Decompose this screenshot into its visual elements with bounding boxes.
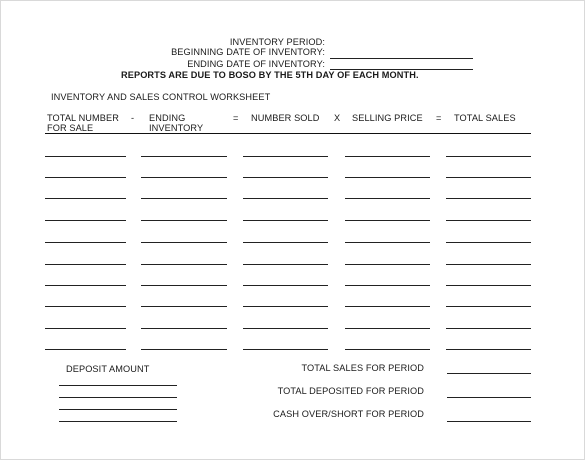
entry-line-r9-c5[interactable] [446,328,531,329]
times-operator: X [334,113,341,123]
entry-line-r6-c4[interactable] [345,264,430,265]
entry-line-r7-c5[interactable] [446,285,531,286]
beginning-date-field[interactable] [330,58,473,59]
entry-line-r7-c4[interactable] [345,285,430,286]
entry-line-r8-c1[interactable] [45,306,126,307]
deposit-line-3[interactable] [59,409,177,410]
entry-line-r3-c2[interactable] [141,198,227,199]
cash-over-short-field[interactable] [447,421,531,422]
col-total-number-line1: TOTAL NUMBER [47,113,119,123]
entry-line-r3-c3[interactable] [243,198,328,199]
equals-operator-1: = [233,113,239,123]
entry-line-r6-c3[interactable] [243,264,328,265]
entry-line-r4-c4[interactable] [345,220,430,221]
deposit-line-2[interactable] [59,397,177,398]
deposit-line-4[interactable] [59,421,177,422]
entry-line-r2-c1[interactable] [45,177,126,178]
entry-line-r3-c4[interactable] [345,198,430,199]
entry-line-r10-c5[interactable] [446,349,531,350]
col-ending-inventory-line1: ENDING [149,113,186,123]
entry-line-r2-c2[interactable] [141,177,227,178]
col-ending-inventory-line2: INVENTORY [149,123,204,133]
beginning-date-label: BEGINNING DATE OF INVENTORY: [171,47,325,57]
entry-line-r4-c2[interactable] [141,220,227,221]
equals-operator-2: = [436,113,442,123]
entry-line-r6-c2[interactable] [141,264,227,265]
deposit-line-1[interactable] [59,385,177,386]
entry-line-r6-c5[interactable] [446,264,531,265]
entry-line-r2-c5[interactable] [446,177,531,178]
entry-line-r1-c4[interactable] [345,156,430,157]
entry-line-r10-c3[interactable] [243,349,328,350]
col-selling-price: SELLING PRICE [352,113,423,123]
ending-date-label: ENDING DATE OF INVENTORY: [187,59,325,69]
deposit-amount-label: DEPOSIT AMOUNT [66,364,150,374]
minus-operator: - [131,113,135,123]
entry-line-r5-c2[interactable] [141,242,227,243]
cash-over-short-label: CASH OVER/SHORT FOR PERIOD [273,409,424,419]
inventory-period-label: INVENTORY PERIOD: [229,37,325,47]
total-deposited-for-period-field[interactable] [447,397,531,398]
header-rule [45,133,531,134]
entry-line-r1-c2[interactable] [141,156,227,157]
entry-line-r8-c5[interactable] [446,306,531,307]
entry-line-r9-c2[interactable] [141,328,227,329]
entry-line-r6-c1[interactable] [45,264,126,265]
entry-line-r8-c4[interactable] [345,306,430,307]
col-total-sales: TOTAL SALES [454,113,516,123]
entry-line-r7-c3[interactable] [243,285,328,286]
entry-line-r10-c1[interactable] [45,349,126,350]
entry-line-r1-c3[interactable] [243,156,328,157]
entry-line-r2-c3[interactable] [243,177,328,178]
entry-line-r5-c1[interactable] [45,242,126,243]
entry-line-r8-c2[interactable] [141,306,227,307]
entry-line-r1-c5[interactable] [446,156,531,157]
entry-line-r5-c4[interactable] [345,242,430,243]
entry-line-r1-c1[interactable] [45,156,126,157]
col-number-sold: NUMBER SOLD [251,113,320,123]
entry-line-r10-c2[interactable] [141,349,227,350]
total-sales-for-period-field[interactable] [447,373,531,374]
entry-line-r9-c1[interactable] [45,328,126,329]
entry-line-r3-c1[interactable] [45,198,126,199]
entry-line-r4-c3[interactable] [243,220,328,221]
entry-line-r8-c3[interactable] [243,306,328,307]
entry-line-r9-c3[interactable] [243,328,328,329]
entry-line-r4-c1[interactable] [45,220,126,221]
worksheet-title: INVENTORY AND SALES CONTROL WORKSHEET [51,92,271,102]
entry-line-r5-c3[interactable] [243,242,328,243]
col-total-number-line2: FOR SALE [47,123,94,133]
total-deposited-for-period-label: TOTAL DEPOSITED FOR PERIOD [277,386,424,396]
entry-line-r9-c4[interactable] [345,328,430,329]
reports-due-notice: REPORTS ARE DUE TO BOSO BY THE 5TH DAY OF EACH MONTH. [121,70,419,80]
entry-line-r7-c2[interactable] [141,285,227,286]
entry-line-r2-c4[interactable] [345,177,430,178]
entry-line-r3-c5[interactable] [446,198,531,199]
total-sales-for-period-label: TOTAL SALES FOR PERIOD [301,363,424,373]
entry-line-r10-c4[interactable] [345,349,430,350]
entry-line-r4-c5[interactable] [446,220,531,221]
entry-line-r5-c5[interactable] [446,242,531,243]
entry-line-r7-c1[interactable] [45,285,126,286]
